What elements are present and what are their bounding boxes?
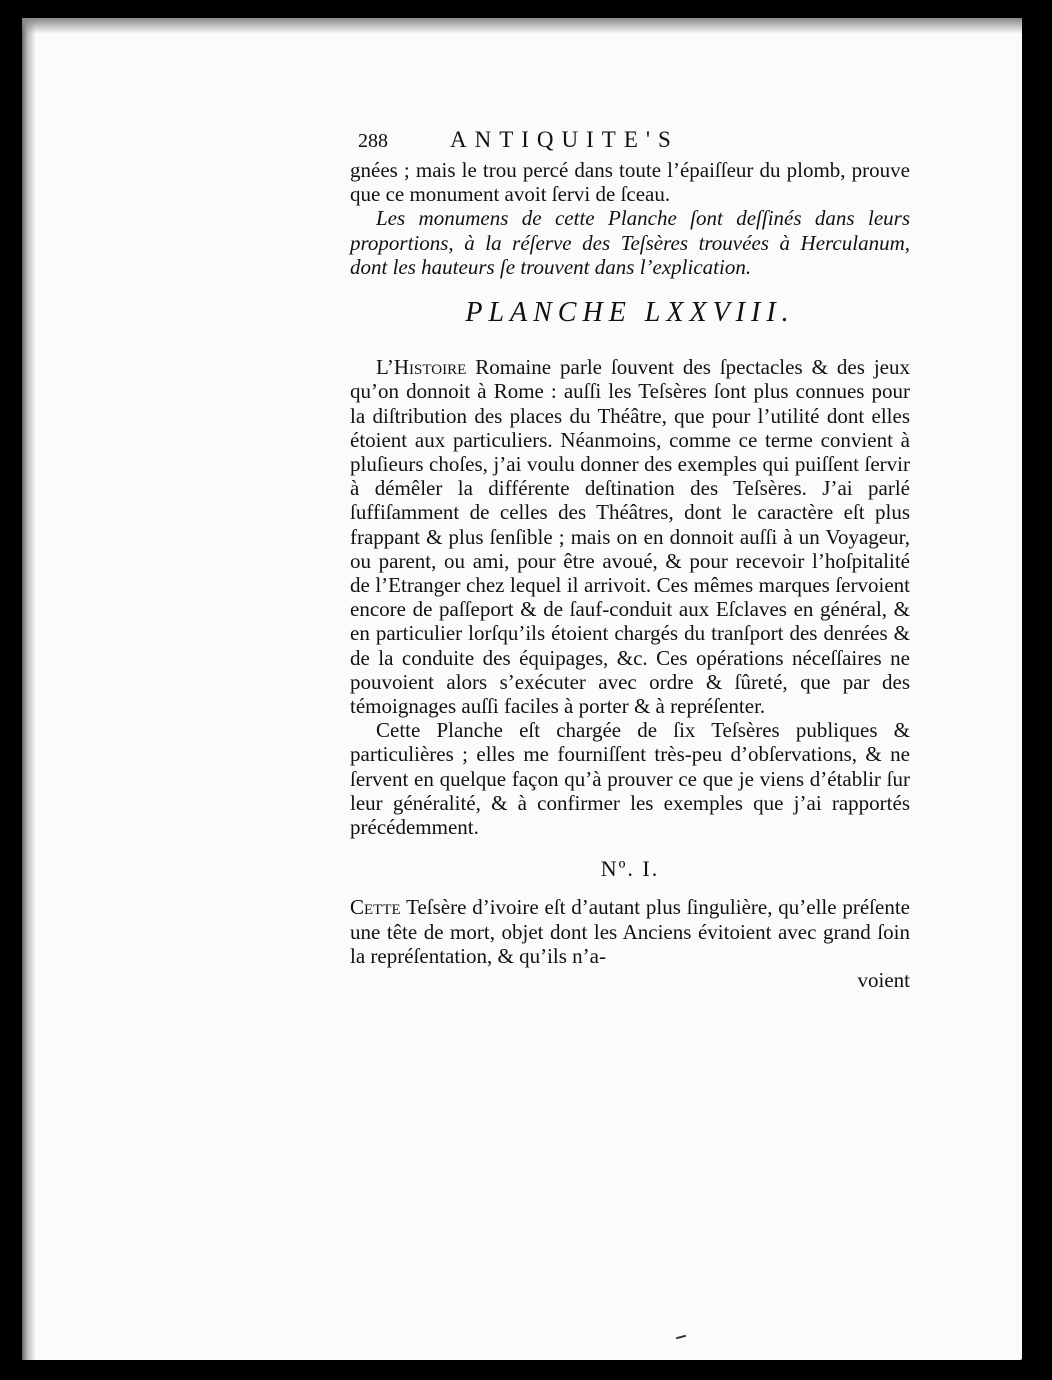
page-number: 288 bbox=[358, 130, 388, 152]
paragraph-1-text: Romaine parle ſouvent des ſpectacles & des jeux qu’on donnoit à Rome : auſſi les Teſsères ſont plus connues pour la diſtribution des places du Théâtre, que pour l’utilité dont elles étoient aux particuliers. Néanmoins, comme ce terme convient à pluſieurs choſes, j’ai voulu donner des exemples qui puiſſent ſervir à démêler la différente deſtination des Teſsères. J’ai parlé ſuffiſamment de celles des Théâtres, dont le caractère eſt plus frappant & plus ſenſible ; mais on en donnoit auſſi à un Voyageur, ou parent, ou ami, pour être avoué, & pour recevoir l’hoſpitalité de l’Etranger chez lequel il arrivoit. Ces mêmes marques ſervoient encore de paſſeport & de ſauf-conduit aux Eſclaves en général, & en particulier lorſqu’ils étoient chargés du tranſport des denrées & de la conduite des équipages, &c. Ces opérations néceſſaires ne pouvoient alors s’exécuter avec ordre & ſûreté, que par des témoignages auſſi faciles à porter & à repréſenter. bbox=[350, 355, 910, 719]
paragraph-3 bbox=[350, 895, 910, 968]
paragraph-2: Cette Planche eſt chargée de ſix Teſsères publiques & particulières ; elles me fourniſſent très-peu d’obſervations, & ne ſervent en quelque façon qu’à prouver ce que je viens d’établir ſur leur généralité, & à confirmer les exemples que j’ai rapportés précédemment. bbox=[350, 718, 910, 840]
page-edge-shadow bbox=[22, 18, 36, 1360]
page-top-shadow bbox=[22, 18, 1022, 34]
catchword: voient bbox=[857, 968, 910, 993]
intro-paragraph: gnées ; mais le trou percé dans toute l’épaiſſeur du plomb, prouve que ce monument avoit ſervi de ſceau. bbox=[350, 158, 910, 207]
number-heading: Nº. I. bbox=[600, 856, 660, 882]
italic-note: Les monumens de cette Planche ſont deſſinés dans leurs proportions, à la réſerve des Teſsères trouvées à Herculanum, dont les hauteurs ſe trouvent dans l’explication. bbox=[350, 206, 910, 279]
plate-heading: PLANCHE LXXVIII. bbox=[465, 297, 795, 329]
text-block bbox=[350, 128, 910, 992]
paragraph-3-lead: Cette bbox=[350, 895, 401, 920]
paragraph-1-lead: L’Histoire bbox=[376, 355, 467, 380]
paragraph-3-text: Teſsère d’ivoire eſt d’autant plus ſingulière, qu’elle préſente une tête de mort, objet dont les Anciens évitoient avec grand ſoin la repréſentation, & qu’ils n’a- bbox=[350, 895, 910, 968]
running-title: ANTIQUITE'S bbox=[450, 127, 679, 152]
page-header bbox=[350, 128, 910, 156]
paragraph-1 bbox=[350, 355, 910, 718]
